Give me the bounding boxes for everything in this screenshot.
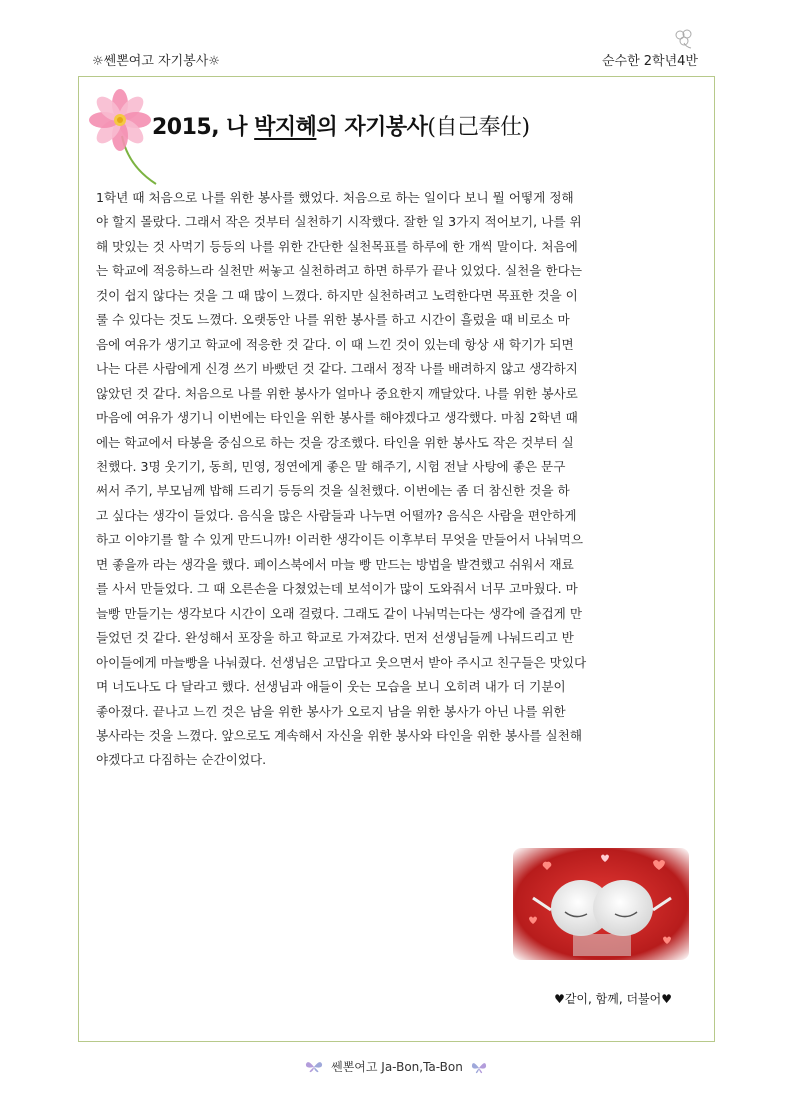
essay-line: 음에 여유가 생기고 학교에 적응한 것 같다. 이 때 느낀 것이 있는데 항상 새 학기가 되면	[96, 336, 574, 352]
essay-line: 써서 주기, 부모님께 밥해 드리기 등등의 것을 실천했다. 이번에는 좀 더 참신한 것을 하	[96, 483, 570, 499]
essay-body	[96, 186, 666, 773]
page-title	[152, 110, 530, 141]
essay-line: 1학년 때 처음으로 나를 위한 봉사를 했었다. 처음으로 하는 일이다 보니 뭘 어떻게 정해	[96, 190, 574, 205]
header-left-text: ☼쎈뽄여고 자기봉사☼	[92, 54, 220, 69]
essay-line: 나는 다른 사람에게 신경 쓰기 바빴던 것 같다. 그래서 정작 나를 배려하지 않고 생각하지	[96, 361, 578, 377]
header-right-text: 순수한 2학년4반	[601, 54, 698, 69]
essay-line: 야겠다고 다짐하는 순간이었다.	[96, 752, 267, 768]
essay-line: 봉사라는 것을 느꼈다. 앞으로도 계속해서 자신을 위한 봉사와 타인을 위한 봉사를 실천해	[96, 727, 582, 743]
essay-line: 것이 쉽지 않다는 것을 그 때 많이 느꼈다. 하지만 실천하려고 노력한다면 목표한 것을 이	[96, 287, 578, 303]
butterfly-icon	[305, 1061, 323, 1073]
hugging-figures-illustration	[513, 848, 689, 960]
essay-line: 고 싶다는 생각이 들었다. 음식을 많은 사람들과 나누면 어떨까? 음식은 사람을 편안하게	[96, 507, 577, 523]
essay-line: 룰 수 있다는 것도 느꼈다. 오랫동안 나를 위한 봉사를 하고 시간이 흘렀을 때 비로소 마	[96, 312, 570, 328]
essay-line: 마음에 여유가 생기니 이번에는 타인을 위한 봉사를 해야겠다고 생각했다. 마침 2학년 때	[96, 410, 578, 426]
essay-line: 하고 이야기를 할 수 있게 만드니까! 이러한 생각이든 이후부터 무엇을 만들어서 나눠먹으	[96, 532, 584, 548]
essay-line: 면 좋을까 라는 생각을 했다. 페이스북에서 마늘 빵 만드는 방법을 발견했고 쉬워서 재료	[96, 556, 574, 572]
essay-line: 들었던 것 같다. 완성해서 포장을 하고 학교로 가져갔다. 먼저 선생님들께 나눠드리고 반	[96, 630, 574, 646]
essay-line: 며 너도나도 다 달라고 했다. 선생님과 애들이 웃는 모습을 보니 오히려 내가 더 기분이	[96, 679, 566, 695]
title-suffix: 의 자기봉사	[316, 115, 428, 140]
page-footer	[0, 1058, 792, 1076]
essay-line: 아이들에게 마늘빵을 나눠줬다. 선생님은 고맙다고 웃으면서 받아 주시고 친구들은 맛있다	[96, 654, 587, 670]
title-prefix: 2015, 나	[152, 115, 255, 140]
essay-line: 늘빵 만들기는 생각보다 시간이 오래 걸렸다. 그래도 같이 나눠먹는다는 생각에 즐겁게 만	[96, 605, 582, 621]
essay-line: 좋아졌다. 끝나고 느낀 것은 남을 위한 봉사가 오로지 남을 위한 봉사가 아닌 나를 위한	[96, 703, 566, 719]
essay-line: 해 맛있는 것 사먹기 등등의 나를 위한 간단한 실천목표를 하루에 한 개씩 말이다. 처음에	[96, 238, 578, 254]
title-name: 박지혜	[254, 115, 317, 140]
essay-line: 는 학교에 적응하느라 실천만 써놓고 실천하려고 하면 하루가 끝나 있었다. 실천을 한다는	[96, 263, 582, 279]
butterfly-icon	[471, 1060, 487, 1074]
image-caption: ♥같이, 함께, 더불어♥	[554, 992, 672, 1006]
essay-line: 천했다. 3명 웃기기, 동희, 민영, 정연에게 좋은 말 해주기, 시험 전날 사탕에 좋은 문구	[96, 458, 566, 474]
footer-text: 쎈뽄여고 Ja-Bon,Ta-Bon	[331, 1060, 463, 1074]
essay-line: 않았던 것 같다. 처음으로 나를 위한 봉사가 얼마나 중요한지 깨달았다. 나를 위한 봉사로	[96, 385, 578, 401]
title-hanja: (自己奉仕)	[427, 115, 530, 140]
clover-deco-icon	[672, 28, 696, 50]
essay-line: 를 사서 만들었다. 그 때 오른손을 다쳤었는데 보석이가 많이 도와줘서 너무 고마웠다. 마	[96, 581, 578, 597]
essay-line: 에는 학교에서 타봉을 중심으로 하는 것을 강조했다. 타인을 위한 봉사도 작은 것부터 실	[96, 434, 574, 450]
essay-line: 야 할지 몰랐다. 그래서 작은 것부터 실천하기 시작했다. 잘한 일 3가지 적어보기, 나를 위	[96, 214, 582, 230]
